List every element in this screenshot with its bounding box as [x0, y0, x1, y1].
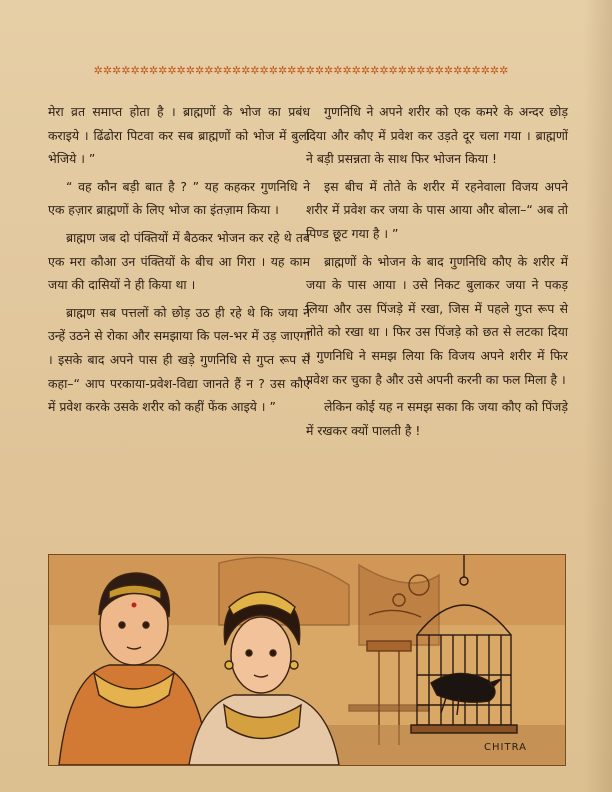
- page-edge-shadow: [584, 0, 612, 792]
- left-column: [48, 100, 310, 423]
- story-illustration: [48, 554, 566, 766]
- decorative-border: ✲✲✲✲✲✲✲✲✲✲✲✲✲✲✲✲✲✲✲✲✲✲✲✲✲✲✲✲✲✲✲✲✲✲✲✲✲✲✲✲✲✲✲✲✲: [93, 64, 509, 77]
- left-paragraph-1: मेरा व्रत समाप्त होता है । ब्राह्मणों के भोज का प्रबंध कराइये । ढिंढोरा पिटवा कर सब ब्राह्मणों को भोज में बुला भेजिये । ”: [48, 104, 310, 167]
- right-column: [306, 100, 568, 446]
- left-paragraph-2: “ वह कौन बड़ी बात है ? ” यह कहकर गुणनिधि ने एक हज़ार ब्राह्मणों के लिए भोज का इंतज़ाम किया ।: [48, 178, 310, 218]
- illustration-art: [49, 555, 565, 765]
- right-paragraph-3: ब्राह्मणों के भोजन के बाद गुणनिधि कौए के शरीर में जया के पास आया । उसे निकट बुलाकर जया ने पकड़ लिया और उस पिंजड़े में रखा, जिस में पहले गुप्त रूप से तोते को रखा था । फिर उस पिंजड़े को छत से लटका दिया । गुणनिधि ने समझ लिया कि विजय अपने शरीर में फिर प्रवेश कर चुका है और उसे अपनी करनी का फल मिला है ।: [306, 253, 568, 387]
- left-paragraph-4: ब्राह्मण सब पत्तलों को छोड़ उठ ही रहे थे कि जया ने उन्हें उठने से रोका और समझाया कि पल-भर में उड़ जाएगा । इसके बाद अपने पास ही खड़े गुणनिधि से गुप्त रूप से कहा–“ आप परकाया-प्रवेश-विद्या जानते हैं न ? उस कौए में प्रवेश करके उसके शरीर को कहीं फेंक आइये । ”: [48, 304, 310, 415]
- artist-signature: CHITRA: [484, 742, 527, 753]
- left-paragraph-3: ब्राह्मण जब दो पंक्तियों में बैठकर भोजन कर रहे थे तब एक मरा कौआ उन पंक्तियों के बीच आ गिरा । यह काम जया की दासियों ने ही किया था ।: [48, 229, 310, 293]
- right-paragraph-4: लेकिन कोई यह न समझ सका कि जया कौए को पिंजड़े में रखकर क्यों पालती है !: [306, 399, 568, 438]
- right-paragraph-1: गुणनिधि ने अपने शरीर को एक कमरे के अन्दर छोड़ दिया और कौए में प्रवेश कर उड़ते दूर चला गया । ब्राह्मणों ने बड़ी प्रसन्नता के साथ फिर भोजन किया !: [306, 104, 568, 167]
- right-paragraph-2: इस बीच में तोते के शरीर में रहनेवाला विजय अपने शरीर में प्रवेश कर जया के पास आया और बोला–“ अब तो पिण्ड छूट गया है । ”: [306, 178, 568, 241]
